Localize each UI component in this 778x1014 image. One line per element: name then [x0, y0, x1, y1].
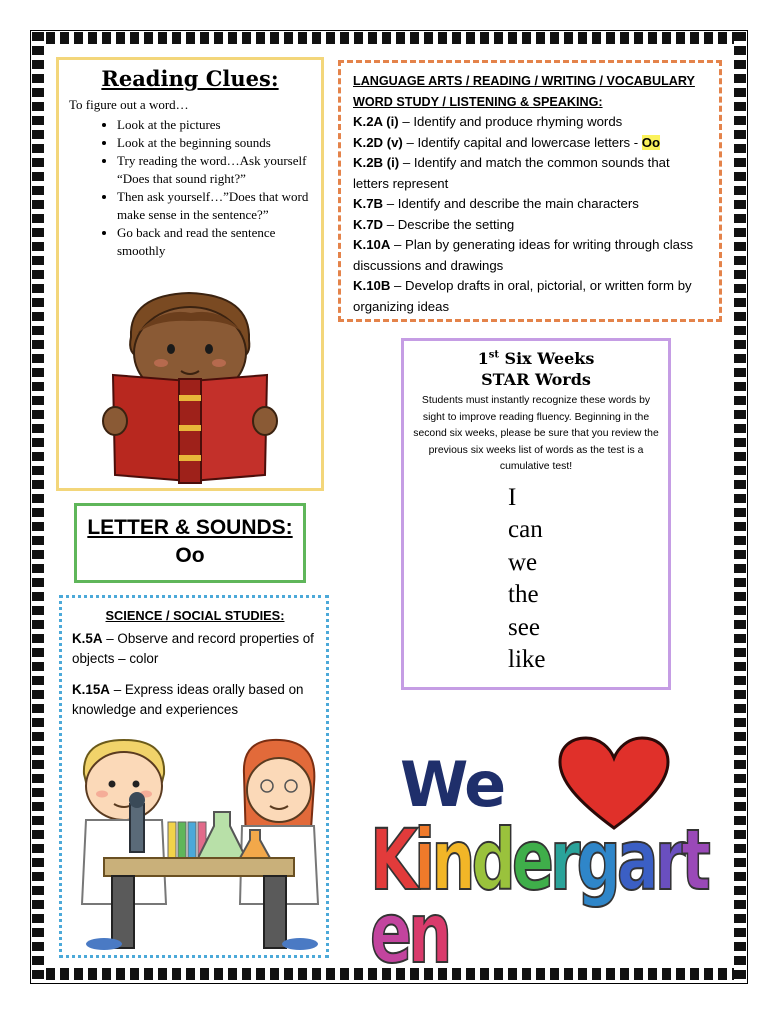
language-arts-panel	[338, 60, 722, 322]
kindergarten-letter: a	[616, 810, 655, 909]
star-words-description: Students must instantly recognize these words by sight to improve reading fluency. Beginning in the second six weeks, please be sure that you review the previous six weeks list of words as the test is a cumulative test!	[413, 395, 659, 472]
kindergarten-letter: e	[370, 883, 409, 982]
science-standard	[72, 629, 318, 670]
kindergarten-letter: d	[471, 810, 512, 909]
standard-code: K.7B	[353, 196, 384, 211]
reading-clue-item: • Go back and read the sentence smoothly	[117, 224, 321, 260]
kindergarten-letter: r	[654, 810, 682, 909]
standard-item	[353, 112, 709, 133]
sight-word: see	[508, 613, 540, 641]
standard-text: – Observe and record properties of objects – color	[72, 630, 314, 666]
kindergarten-letter: e	[511, 810, 550, 909]
standard-code: K.2B (i)	[353, 155, 400, 170]
title-number: 1	[477, 349, 489, 368]
kindergarten-word	[370, 810, 726, 982]
standard-code: K.10A	[353, 237, 391, 252]
reading-clue-item: • Look at the beginning sounds	[117, 134, 321, 152]
kids-science-lab-illustration	[74, 734, 322, 954]
kindergarten-letter: t	[681, 810, 707, 909]
standard-text: – Identify and produce rhyming words	[398, 114, 623, 129]
boy-reading-book-illustration	[101, 285, 281, 485]
star-words-list	[404, 482, 668, 677]
we-text: We	[400, 748, 505, 821]
standard-item	[353, 215, 709, 236]
letter-sounds-panel	[74, 503, 306, 583]
science-header: SCIENCE / SOCIAL STUDIES:	[105, 608, 285, 623]
standard-text: – Identify and describe the main characters	[383, 196, 639, 211]
reading-clue-item: • Look at the pictures	[117, 116, 321, 134]
letter-sounds-title: LETTER & SOUNDS:	[87, 516, 293, 539]
science-standard	[72, 680, 318, 721]
sight-word: we	[508, 548, 538, 576]
sight-word: can	[508, 516, 543, 543]
standard-text: – Describe the setting	[383, 216, 515, 232]
standard-code: K.5A	[72, 630, 103, 646]
highlighted-letter: Oo	[641, 134, 661, 150]
standard-text: – Express ideas orally based on knowledge and experiences	[72, 681, 304, 717]
standard-item	[353, 276, 709, 317]
standard-text: – Develop drafts in oral, pictorial, or written form by organizing ideas	[353, 278, 692, 314]
reading-clue-item: • Try reading the word…Ask yourself “Does that sound right?”	[117, 152, 321, 188]
kindergarten-letter: i	[414, 810, 432, 909]
reading-clues-list	[59, 116, 321, 260]
language-arts-header-2: WORD STUDY / LISTENING & SPEAKING:	[353, 94, 603, 109]
standard-code: K.7D	[353, 216, 384, 232]
reading-clues-intro: To figure out a word…	[69, 97, 189, 112]
star-words-panel	[401, 338, 671, 690]
standard-text: – Identify and match the common sounds that letters represent	[353, 155, 670, 191]
standard-item	[353, 194, 709, 215]
science-panel	[59, 595, 329, 958]
standard-code: K.2A (i)	[353, 114, 399, 129]
checker-border-left	[32, 32, 44, 982]
star-words-title	[404, 349, 668, 368]
sight-word: I	[508, 483, 517, 511]
kindergarten-letter: n	[408, 883, 449, 982]
kindergarten-letter: r	[549, 810, 577, 909]
reading-clues-panel	[56, 57, 324, 491]
letter-sounds-value: Oo	[175, 544, 205, 567]
title-rest: Six Weeks	[498, 349, 595, 368]
checker-border-right	[734, 32, 746, 982]
standard-code: K.15A	[72, 681, 110, 697]
star-words-subtitle: STAR Words	[481, 370, 591, 389]
standard-item	[353, 153, 709, 194]
standard-text: – Identify capital and lowercase letters -	[402, 134, 642, 150]
reading-clues-title: Reading Clues:	[101, 66, 279, 91]
kindergarten-letter: K	[370, 810, 415, 909]
reading-clue-item: • Then ask yourself…”Does that word make sense in the sentence?”	[117, 188, 321, 224]
standard-text: – Plan by generating ideas for writing through class discussions and drawings	[353, 237, 694, 273]
sight-word: the	[508, 581, 539, 608]
standard-code: K.10B	[353, 278, 391, 293]
checker-border-top	[32, 32, 746, 44]
kindergarten-letter: n	[431, 810, 472, 909]
language-arts-header: LANGUAGE ARTS / READING / WRITING / VOCABULARY	[353, 74, 695, 88]
standard-code: K.2D (v)	[353, 134, 403, 150]
sight-word: like	[508, 646, 546, 673]
standard-item	[353, 235, 709, 276]
standard-item	[353, 133, 709, 154]
title-superscript: st	[488, 349, 499, 361]
kindergarten-letter: g	[576, 810, 617, 909]
